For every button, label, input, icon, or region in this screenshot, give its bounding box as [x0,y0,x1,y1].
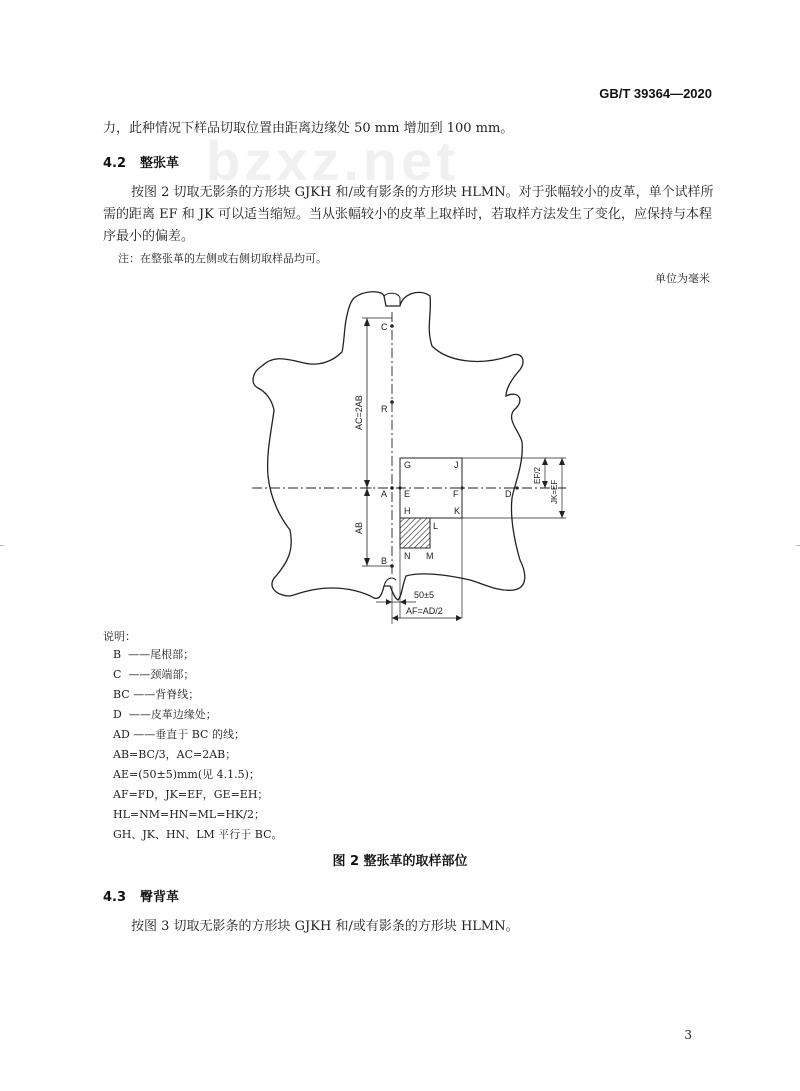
dim-af: AF=AD/2 [406,606,443,616]
label-j: J [454,460,459,470]
legend-title: 说明： [103,630,136,643]
dim-jk: JK=EF [550,479,559,504]
unit-label: 单位为毫米 [655,272,710,285]
watermark: bzxz.net [206,129,459,192]
hide-outline [253,292,525,600]
hatched-square [400,518,430,548]
dim-ef-half: EF/2 [533,467,542,484]
margin-mark [0,545,4,546]
label-h: H [404,506,411,516]
section-title: 整张革 [140,156,180,171]
section-4-2-paragraph: 按图 2 切取无影条的方形块 GJKH 和/或有影条的方形块 HLMN。对于张幅较小的皮革，单个试样所需的距离 EF 和 JK 可以适当缩短。当从张幅较小的皮革上取样时，若取样方法发生了变化，应保持与本程序最小的偏差。 [103,185,714,244]
margin-mark [796,545,800,546]
label-c: C [381,322,388,332]
dim-50: 50±5 [414,590,434,600]
legend-item: B ——尾根部； [113,648,195,661]
section-number: 4.2 [103,156,127,171]
label-d: D [505,489,512,499]
legend-item: HL=NM=HN=ML=HK/2； [113,808,265,821]
legend-item: C ——颈端部； [113,668,195,681]
label-l: L [433,521,439,531]
legend-item: AD ——垂直于 BC 的线； [113,728,245,741]
note: 注：在整张革的左侧或右侧切取样品均可。 [118,252,327,265]
page-number: 3 [684,1028,692,1042]
legend-item: AB=BC/3，AC=2AB； [113,748,237,761]
dim-ab: AB [354,521,364,534]
figure-caption: 图 2 整张革的取样部位 [332,854,468,869]
intro-line: 力，此种情况下样品切取位置由距离边缘处 50 mm 增加到 100 mm。 [103,121,514,136]
legend-item: BC ——背脊线； [113,688,200,701]
label-n: N [404,551,411,561]
hide-sampling-diagram [240,286,580,626]
legend-item: AE=(50±5)mm(见 4.1.5)； [113,768,260,781]
label-f: F [453,489,459,499]
dim-ac: AC=2AB [354,395,364,430]
legend-item: D ——皮革边缘处； [113,708,217,721]
section-title: 臀背革 [140,890,180,905]
standard-code: GB/T 39364—2020 [599,86,712,101]
label-g: G [404,460,412,470]
label-m: M [426,551,434,561]
section-number: 4.3 [103,890,127,905]
legend-item: AF=FD，JK=EF，GE=EH； [113,788,269,801]
section-4-3-heading [103,886,179,905]
label-k: K [454,506,461,516]
label-b: B [381,556,388,566]
label-e: E [404,489,411,499]
legend-item: GH、JK、HN、LM 平行于 BC。 [113,828,283,841]
section-4-2-heading [103,152,179,171]
label-a: A [381,489,388,499]
section-4-3-paragraph: 按图 3 切取无影条的方形块 GJKH 和/或有影条的方形块 HLMN。 [131,919,519,934]
label-r: R [381,404,388,414]
